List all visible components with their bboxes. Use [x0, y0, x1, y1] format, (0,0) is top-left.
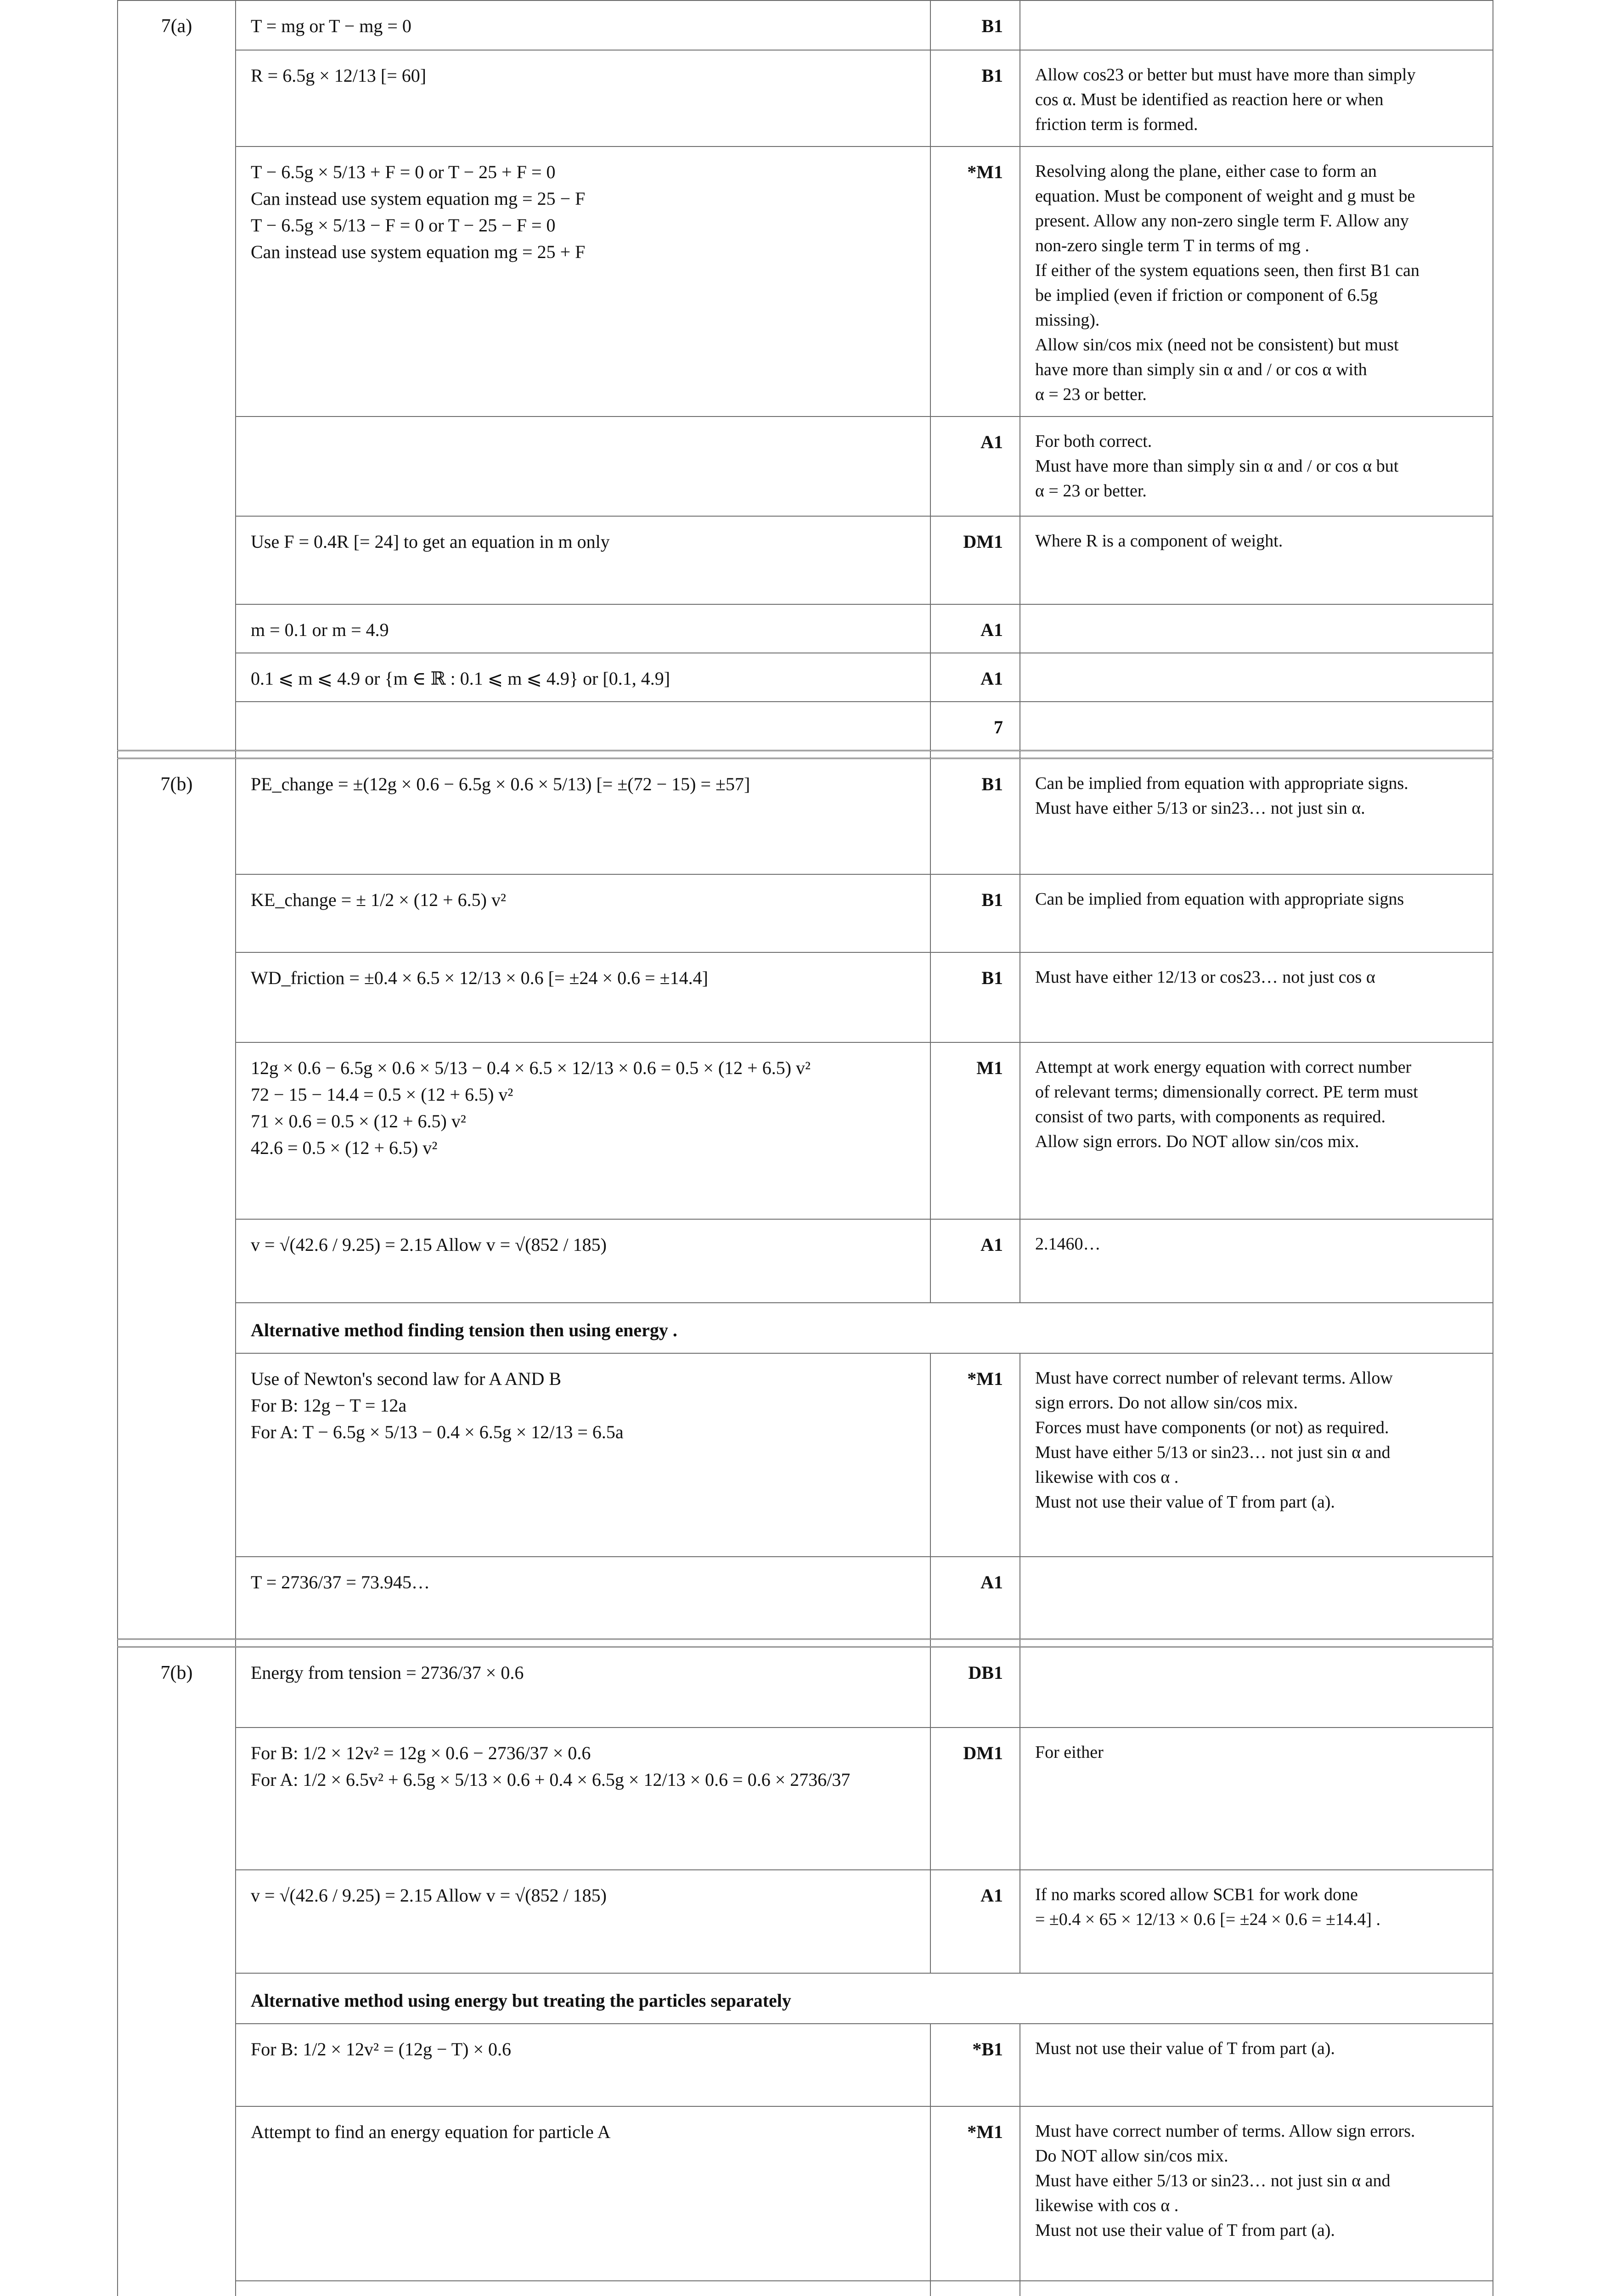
working-line: 12g × 0.6 − 6.5g × 0.6 × 5/13 − 0.4 × 6.5 × 12/13 × 0.6 = 0.5 × (12 + 6.5) v²	[251, 1057, 811, 1078]
guidance-line: consist of two parts, with components as required.	[1035, 1107, 1386, 1126]
mark-row	[118, 952, 1493, 1042]
guidance-line: α = 23 or better.	[1035, 385, 1147, 404]
guidance-cell	[1020, 1647, 1493, 1728]
guidance-line: Attempt at work energy equation with correct number	[1035, 1057, 1412, 1077]
guidance-line: Must not use their value of T from part (a).	[1035, 1492, 1335, 1512]
working-cell	[236, 1647, 930, 1728]
mark-code: A1	[930, 653, 1020, 702]
working-cell	[236, 759, 930, 874]
mark-code: DM1	[930, 1728, 1020, 1870]
guidance-line: Must have correct number of relevant terms. Allow	[1035, 1368, 1393, 1388]
mark-code: B1	[930, 0, 1020, 50]
working-line: 71 × 0.6 = 0.5 × (12 + 6.5) v²	[251, 1110, 466, 1131]
guidance-cell	[1020, 1353, 1493, 1557]
mark-row	[118, 1219, 1493, 1303]
guidance-cell	[1020, 1728, 1493, 1870]
mark-row	[118, 516, 1493, 604]
working-cell	[236, 2281, 930, 2296]
guidance-line: Must not use their value of T from part (a).	[1035, 2220, 1335, 2240]
mark-code: A1	[930, 1219, 1020, 1303]
working-line: 42.6 = 0.5 × (12 + 6.5) v²	[251, 1137, 438, 1158]
mark-row	[118, 1353, 1493, 1557]
mark-row	[118, 146, 1493, 416]
mark-code	[930, 2281, 1020, 2296]
mark-row	[118, 2024, 1493, 2106]
working-line: T − 6.5g × 5/13 + F = 0 or T − 25 + F = 0	[251, 162, 556, 182]
working-cell	[236, 0, 930, 50]
working-cell	[236, 1870, 930, 1973]
guidance-cell	[1020, 2281, 1493, 2296]
guidance-line: missing).	[1035, 310, 1100, 330]
working-line: Use F = 0.4R [= 24] to get an equation in m only	[251, 531, 610, 552]
guidance-line: Must not use their value of T from part (a).	[1035, 2038, 1335, 2058]
section-separator	[118, 751, 1493, 759]
guidance-cell	[1020, 2106, 1493, 2281]
guidance-cell	[1020, 146, 1493, 416]
mark-row	[118, 416, 1493, 516]
guidance-line: Allow sin/cos mix (need not be consistent) but must	[1035, 335, 1399, 355]
guidance-line: Allow cos23 or better but must have more than simply	[1035, 65, 1416, 84]
guidance-line: Must have either 5/13 or sin23… not just sin α and	[1035, 1442, 1391, 1462]
guidance-line: have more than simply sin α and / or cos α with	[1035, 360, 1367, 379]
guidance-line: Must have either 12/13 or cos23… not just cos α	[1035, 967, 1375, 987]
guidance-cell	[1020, 653, 1493, 702]
working-line: T = 2736/37 = 73.945…	[251, 1571, 430, 1593]
mark-row	[118, 2106, 1493, 2281]
working-line: For B: 1/2 × 12v² = (12g − T) × 0.6	[251, 2038, 512, 2060]
guidance-line: 2.1460…	[1035, 1234, 1101, 1254]
guidance-line: Forces must have components (or not) as required.	[1035, 1418, 1389, 1437]
guidance-line: Resolving along the plane, either case to form an	[1035, 162, 1377, 181]
guidance-line: likewise with cos α .	[1035, 1467, 1179, 1487]
guidance-cell	[1020, 0, 1493, 50]
mark-row	[118, 604, 1493, 653]
alternative-method-row	[118, 1303, 1493, 1353]
mark-code: B1	[930, 50, 1020, 146]
working-cell	[236, 1219, 930, 1303]
heading-text: Alternative method using energy but treating the particles separately	[251, 1990, 791, 2011]
total-row	[118, 702, 1493, 751]
mark-code: A1	[930, 1557, 1020, 1639]
working-line: Can instead use system equation mg = 25 − F	[251, 188, 586, 209]
working-cell	[236, 50, 930, 146]
mark-code: DB1	[930, 1647, 1020, 1728]
working-line: Can instead use system equation mg = 25 + F	[251, 242, 586, 262]
total-marks: 7	[930, 702, 1020, 751]
guidance-line: friction term is formed.	[1035, 115, 1198, 134]
working-line: Energy from tension = 2736/37 × 0.6	[251, 1662, 524, 1683]
guidance-line: If no marks scored allow SCB1 for work done	[1035, 1885, 1358, 1904]
guidance-line: = ±0.4 × 65 × 12/13 × 0.6 [= ±24 × 0.6 = ±14.4] .	[1035, 1909, 1380, 1929]
guidance-line: Must have correct number of terms. Allow sign errors.	[1035, 2121, 1415, 2141]
working-line: v = √(42.6 / 9.25) = 2.15 Allow v = √(852 / 185)	[251, 1885, 607, 1906]
working-line: v = √(42.6 / 9.25) = 2.15 Allow v = √(852 / 185)	[251, 1234, 607, 1255]
working-line	[251, 2293, 915, 2296]
guidance-cell	[1020, 759, 1493, 874]
mark-row	[118, 759, 1493, 874]
mark-row	[118, 1647, 1493, 1728]
guidance-line: sign errors. Do not allow sin/cos mix.	[1035, 1393, 1298, 1412]
guidance-line: Must have either 5/13 or sin23… not just sin α.	[1035, 799, 1365, 818]
heading-text: Alternative method finding tension then using energy .	[251, 1319, 677, 1340]
mark-row	[118, 1728, 1493, 1870]
guidance-line: Can be implied from equation with appropriate signs	[1035, 889, 1404, 909]
guidance-cell	[1020, 1042, 1493, 1219]
mark-code: *M1	[930, 146, 1020, 416]
working-line: m = 0.1 or m = 4.9	[251, 619, 389, 640]
working-line: T − 6.5g × 5/13 − F = 0 or T − 25 − F = 0	[251, 215, 556, 236]
guidance-line: For both correct.	[1035, 432, 1152, 451]
working-cell	[236, 1353, 930, 1557]
working-cell	[236, 2106, 930, 2281]
mark-code: M1	[930, 1042, 1020, 1219]
working-cell	[236, 1728, 930, 1870]
mark-scheme-table	[117, 0, 1493, 2296]
working-cell	[236, 1042, 930, 1219]
working-line: T = mg or T − mg = 0	[251, 16, 411, 36]
guidance-line: equation. Must be component of weight and g must be	[1035, 186, 1415, 206]
mark-code: DM1	[930, 516, 1020, 604]
guidance-line: likewise with cos α .	[1035, 2195, 1179, 2215]
mark-row	[118, 874, 1493, 952]
mark-code: B1	[930, 952, 1020, 1042]
working-line: KE_change = ± 1/2 × (12 + 6.5) v²	[251, 889, 506, 910]
guidance-cell	[1020, 416, 1493, 516]
guidance-line: α = 23 or better.	[1035, 481, 1147, 501]
working-cell	[236, 702, 930, 751]
mark-code: *M1	[930, 1353, 1020, 1557]
mark-row	[118, 1870, 1493, 1973]
working-cell	[236, 516, 930, 604]
question-number: 7(b)	[118, 1647, 236, 2296]
mark-row	[118, 1557, 1493, 1639]
working-line: 72 − 15 − 14.4 = 0.5 × (12 + 6.5) v²	[251, 1084, 513, 1105]
guidance-cell	[1020, 2024, 1493, 2106]
guidance-line: Can be implied from equation with appropriate signs.	[1035, 774, 1408, 793]
guidance-line: Must have more than simply sin α and / or cos α but	[1035, 456, 1399, 476]
working-line: For B: 1/2 × 12v² = 12g × 0.6 − 2736/37 × 0.6	[251, 1742, 591, 1763]
guidance-line: of relevant terms; dimensionally correct. PE term must	[1035, 1082, 1418, 1102]
working-line: PE_change = ±(12g × 0.6 − 6.5g × 0.6 × 5/13) [= ±(72 − 15) = ±57]	[251, 774, 750, 794]
mark-code: *B1	[930, 2024, 1020, 2106]
guidance-line: non-zero single term T in terms of mg .	[1035, 236, 1309, 255]
mark-row	[118, 1042, 1493, 1219]
section-separator	[118, 1639, 1493, 1647]
mark-row	[118, 0, 1493, 50]
guidance-line: Where R is a component of weight.	[1035, 531, 1283, 551]
question-number: 7(b)	[118, 759, 236, 1639]
mark-code: B1	[930, 874, 1020, 952]
guidance-line: If either of the system equations seen, then first B1 can	[1035, 261, 1419, 280]
working-cell	[236, 1557, 930, 1639]
working-cell	[236, 604, 930, 653]
guidance-cell	[1020, 1219, 1493, 1303]
guidance-cell	[1020, 952, 1493, 1042]
working-line: For A: T − 6.5g × 5/13 − 0.4 × 6.5g × 12/13 = 6.5a	[251, 1421, 624, 1442]
guidance-line	[1035, 2293, 1474, 2296]
working-cell	[236, 146, 930, 416]
guidance-line: For either	[1035, 1742, 1104, 1762]
working-cell	[236, 416, 930, 516]
working-line: 0.1 ⩽ m ⩽ 4.9 or {m ∈ ℝ : 0.1 ⩽ m ⩽ 4.9} or [0.1, 4.9]	[251, 668, 670, 689]
guidance-line: Allow sign errors. Do NOT allow sin/cos mix.	[1035, 1131, 1359, 1151]
working-line: For A: 1/2 × 6.5v² + 6.5g × 5/13 × 0.6 + 0.4 × 6.5g × 12/13 × 0.6 = 0.6 × 2736/37	[251, 1769, 851, 1790]
guidance-cell	[1020, 702, 1493, 751]
guidance-cell	[1020, 604, 1493, 653]
guidance-line: Do NOT allow sin/cos mix.	[1035, 2146, 1228, 2166]
guidance-cell	[1020, 516, 1493, 604]
guidance-line: be implied (even if friction or component of 6.5g	[1035, 286, 1378, 305]
mark-row	[118, 653, 1493, 702]
alternative-method-heading	[236, 1303, 1493, 1353]
alternative-method-row	[118, 1973, 1493, 2024]
guidance-cell	[1020, 1557, 1493, 1639]
working-line: For B: 12g − T = 12a	[251, 1395, 407, 1416]
mark-code: A1	[930, 604, 1020, 653]
mark-row	[118, 2281, 1493, 2296]
working-line: WD_friction = ±0.4 × 6.5 × 12/13 × 0.6 [= ±24 × 0.6 = ±14.4]	[251, 967, 708, 988]
question-number: 7(a)	[118, 0, 236, 751]
mark-code: B1	[930, 759, 1020, 874]
mark-row	[118, 50, 1493, 146]
guidance-cell	[1020, 50, 1493, 146]
guidance-line: Must have either 5/13 or sin23… not just sin α and	[1035, 2171, 1391, 2190]
working-line: R = 6.5g × 12/13 [= 60]	[251, 65, 427, 86]
guidance-cell	[1020, 1870, 1493, 1973]
alternative-method-heading	[236, 1973, 1493, 2024]
working-cell	[236, 2024, 930, 2106]
working-cell	[236, 653, 930, 702]
guidance-line: present. Allow any non-zero single term F. Allow any	[1035, 211, 1409, 231]
working-line: Attempt to find an energy equation for particle A	[251, 2121, 611, 2142]
guidance-cell	[1020, 874, 1493, 952]
working-cell	[236, 952, 930, 1042]
working-cell	[236, 874, 930, 952]
guidance-line: cos α. Must be identified as reaction here or when	[1035, 90, 1384, 109]
working-line: Use of Newton's second law for A AND B	[251, 1368, 562, 1389]
mark-code: A1	[930, 1870, 1020, 1973]
mark-code: A1	[930, 416, 1020, 516]
mark-code: *M1	[930, 2106, 1020, 2281]
